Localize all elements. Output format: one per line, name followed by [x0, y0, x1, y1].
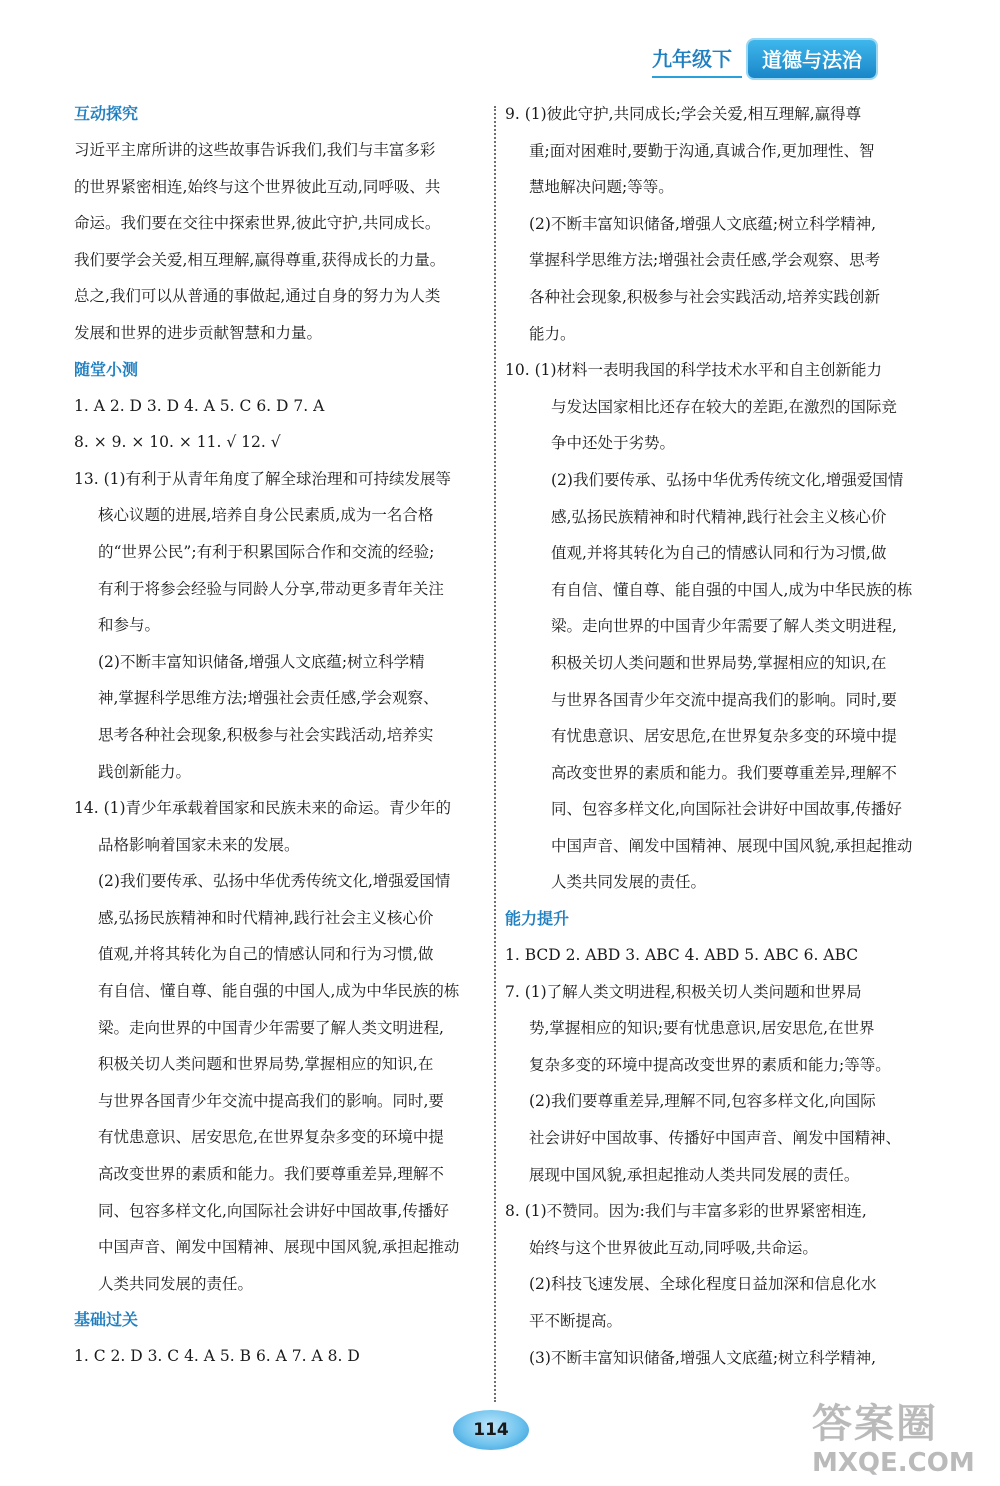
text-line: 能力。 — [529, 324, 576, 343]
section-heading: 随堂小测 — [74, 359, 139, 379]
section-heading: 互动探究 — [74, 104, 139, 123]
text-line: 习近平主席所讲的这些故事告诉我们,我们与丰富多彩 — [74, 141, 436, 159]
text-line: 神,掌握科学思维方法;增强社会责任感,学会观察、 — [98, 689, 439, 708]
text-line: 争中还处于劣势。 — [551, 434, 676, 453]
text-line: 中国声音、阐发中国精神、展现中国风貌,承担起推动 — [551, 836, 913, 855]
text-line: 积极关切人类问题和世界局势,掌握相应的知识,在 — [98, 1055, 434, 1074]
text-line: 势,掌握相应的知识;要有忧患意识,居安思危,在世界 — [529, 1019, 875, 1038]
text-line: 值观,并将其转化为自己的情感认同和行为习惯,做 — [98, 945, 434, 964]
text-line: 梁。走向世界的中国青少年需要了解人类文明进程, — [98, 1018, 444, 1037]
watermark-url: MXQE.COM — [812, 1448, 975, 1478]
watermark-logo — [812, 1400, 998, 1484]
text-line: 9. (1)彼此守护,共同成长;学会关爱,相互理解,赢得尊 — [505, 105, 862, 123]
text-line: (2)不断丰富知识储备,增强人文底蕴;树立科学精 — [98, 652, 425, 671]
text-line: 有自信、懂自尊、能自强的中国人,成为中华民族的栋 — [551, 580, 913, 599]
watermark-title: 答案圈 — [812, 1401, 938, 1447]
text-line: 重;面对困难时,要勤于沟通,真诚合作,更加理性、智 — [529, 141, 875, 160]
text-line: 8. × 9. × 10. × 11. √ 12. √ — [74, 433, 281, 452]
text-line: 与发达国家相比还存在较大的差距,在激烈的国际竞 — [551, 397, 897, 416]
section-heading: 能力提升 — [505, 909, 570, 929]
text-line: 中国声音、阐发中国精神、展现中国风貌,承担起推动 — [98, 1238, 460, 1257]
text-line: 积极关切人类问题和世界局势,掌握相应的知识,在 — [551, 653, 887, 672]
text-line: 有利于将参会经验与同龄人分享,带动更多青年关注 — [98, 579, 444, 598]
page-header — [652, 38, 876, 78]
text-line: 同、包容多样文化,向国际社会讲好中国故事,传播好 — [551, 800, 902, 819]
text-line: 7. (1)了解人类文明进程,积极关切人类问题和世界局 — [505, 982, 862, 1001]
text-line: 10. (1)材料一表明我国的科学技术水平和自主创新能力 — [505, 361, 883, 380]
text-line: 核心议题的进展,培养自身公民素质,成为一名合格 — [98, 506, 434, 525]
section-heading: 基础过关 — [74, 1310, 139, 1330]
text-line: 发展和世界的进步贡献智慧和力量。 — [74, 323, 323, 342]
text-line: 总之,我们可以从普通的事做起,通过自身的努力为人类 — [74, 287, 441, 306]
text-line: 13. (1)有利于从青年角度了解全球治理和可持续发展等 — [74, 469, 452, 488]
text-line: 感,弘扬民族精神和时代精神,践行社会主义核心价 — [98, 908, 434, 927]
text-line: 1. BCD 2. ABD 3. ABC 4. ABD 5. ABC 6. ABC — [505, 946, 859, 965]
text-line: 的“世界公民”;有利于积累国际合作和交流的经验; — [98, 542, 435, 561]
text-line: 的世界紧密相连,始终与这个世界彼此互动,同呼吸、共 — [74, 177, 441, 196]
text-line: 与世界各国青少年交流中提高我们的影响。同时,要 — [98, 1091, 444, 1110]
text-line: 高改变世界的素质和能力。我们要尊重差异,理解不 — [551, 763, 897, 782]
subject-badge: 道德与法治 — [748, 40, 876, 78]
text-line: (2)科技飞速发展、全球化程度日益加深和信息化水 — [529, 1275, 877, 1294]
text-line: 14. (1)青少年承载着国家和民族未来的命运。青少年的 — [74, 799, 452, 818]
text-line: 我们要学会关爱,相互理解,赢得尊重,获得成长的力量。 — [74, 250, 446, 269]
text-line: 人类共同发展的责任。 — [551, 873, 707, 892]
text-line: 高改变世界的素质和能力。我们要尊重差异,理解不 — [98, 1165, 444, 1184]
text-line: 梁。走向世界的中国青少年需要了解人类文明进程, — [551, 617, 897, 636]
text-line: 思考各种社会现象,积极参与社会实践活动,培养实 — [98, 725, 434, 744]
text-line: 践创新能力。 — [98, 762, 192, 781]
text-line: 品格影响着国家未来的发展。 — [98, 835, 300, 854]
text-line: 平不断提高。 — [529, 1312, 623, 1330]
text-line: 命运。我们要在交往中探索世界,彼此守护,共同成长。 — [74, 214, 441, 233]
right-column — [505, 96, 915, 1376]
text-line: 复杂多变的环境中提高改变世界的素质和能力;等等。 — [529, 1055, 891, 1074]
column-divider — [494, 106, 496, 1402]
text-line: 有忧患意识、居安思危,在世界复杂多变的环境中提 — [98, 1128, 444, 1147]
text-line: 有忧患意识、居安思危,在世界复杂多变的环境中提 — [551, 727, 897, 746]
text-line: 始终与这个世界彼此互动,同呼吸,共命运。 — [529, 1238, 818, 1257]
text-line: 展现中国风貌,承担起推动人类共同发展的责任。 — [529, 1165, 860, 1184]
text-line: (2)我们要尊重差异,理解不同,包容多样文化,向国际 — [529, 1092, 876, 1111]
text-line: (2)我们要传承、弘扬中华优秀传统文化,增强爱国情 — [551, 470, 904, 489]
grade-label: 九年级下 — [652, 43, 742, 78]
text-line: 与世界各国青少年交流中提高我们的影响。同时,要 — [551, 690, 897, 709]
text-line: 1. C 2. D 3. C 4. A 5. B 6. A 7. A 8. D — [74, 1347, 360, 1366]
text-line: 社会讲好中国故事、传播好中国声音、阐发中国精神、 — [529, 1129, 902, 1148]
text-line: 人类共同发展的责任。 — [98, 1274, 254, 1293]
text-line: (2)不断丰富知识储备,增强人文底蕴;树立科学精神, — [529, 214, 877, 233]
text-line: 和参与。 — [98, 616, 161, 635]
page-number-badge — [453, 1410, 529, 1450]
text-line: 1. A 2. D 3. D 4. A 5. C 6. D 7. A — [74, 396, 325, 415]
text-line: 感,弘扬民族精神和时代精神,践行社会主义核心价 — [551, 507, 887, 526]
left-column — [74, 96, 484, 1375]
text-line: 掌握科学思维方法;增强社会责任感,学会观察、思考 — [529, 251, 881, 270]
text-line: 8. (1)不赞同。因为:我们与丰富多彩的世界紧密相连, — [505, 1202, 867, 1221]
text-line: (2)我们要传承、弘扬中华优秀传统文化,增强爱国情 — [98, 872, 451, 891]
text-line: 有自信、懂自尊、能自强的中国人,成为中华民族的栋 — [98, 982, 460, 1001]
text-line: 慧地解决问题;等等。 — [529, 178, 674, 197]
text-line: 各种社会现象,积极参与社会实践活动,培养实践创新 — [529, 287, 880, 306]
text-line: 同、包容多样文化,向国际社会讲好中国故事,传播好 — [98, 1201, 449, 1220]
page-number: 114 — [473, 1420, 509, 1440]
text-line: (3)不断丰富知识储备,增强人文底蕴;树立科学精神, — [529, 1348, 877, 1367]
text-line: 值观,并将其转化为自己的情感认同和行为习惯,做 — [551, 544, 887, 563]
